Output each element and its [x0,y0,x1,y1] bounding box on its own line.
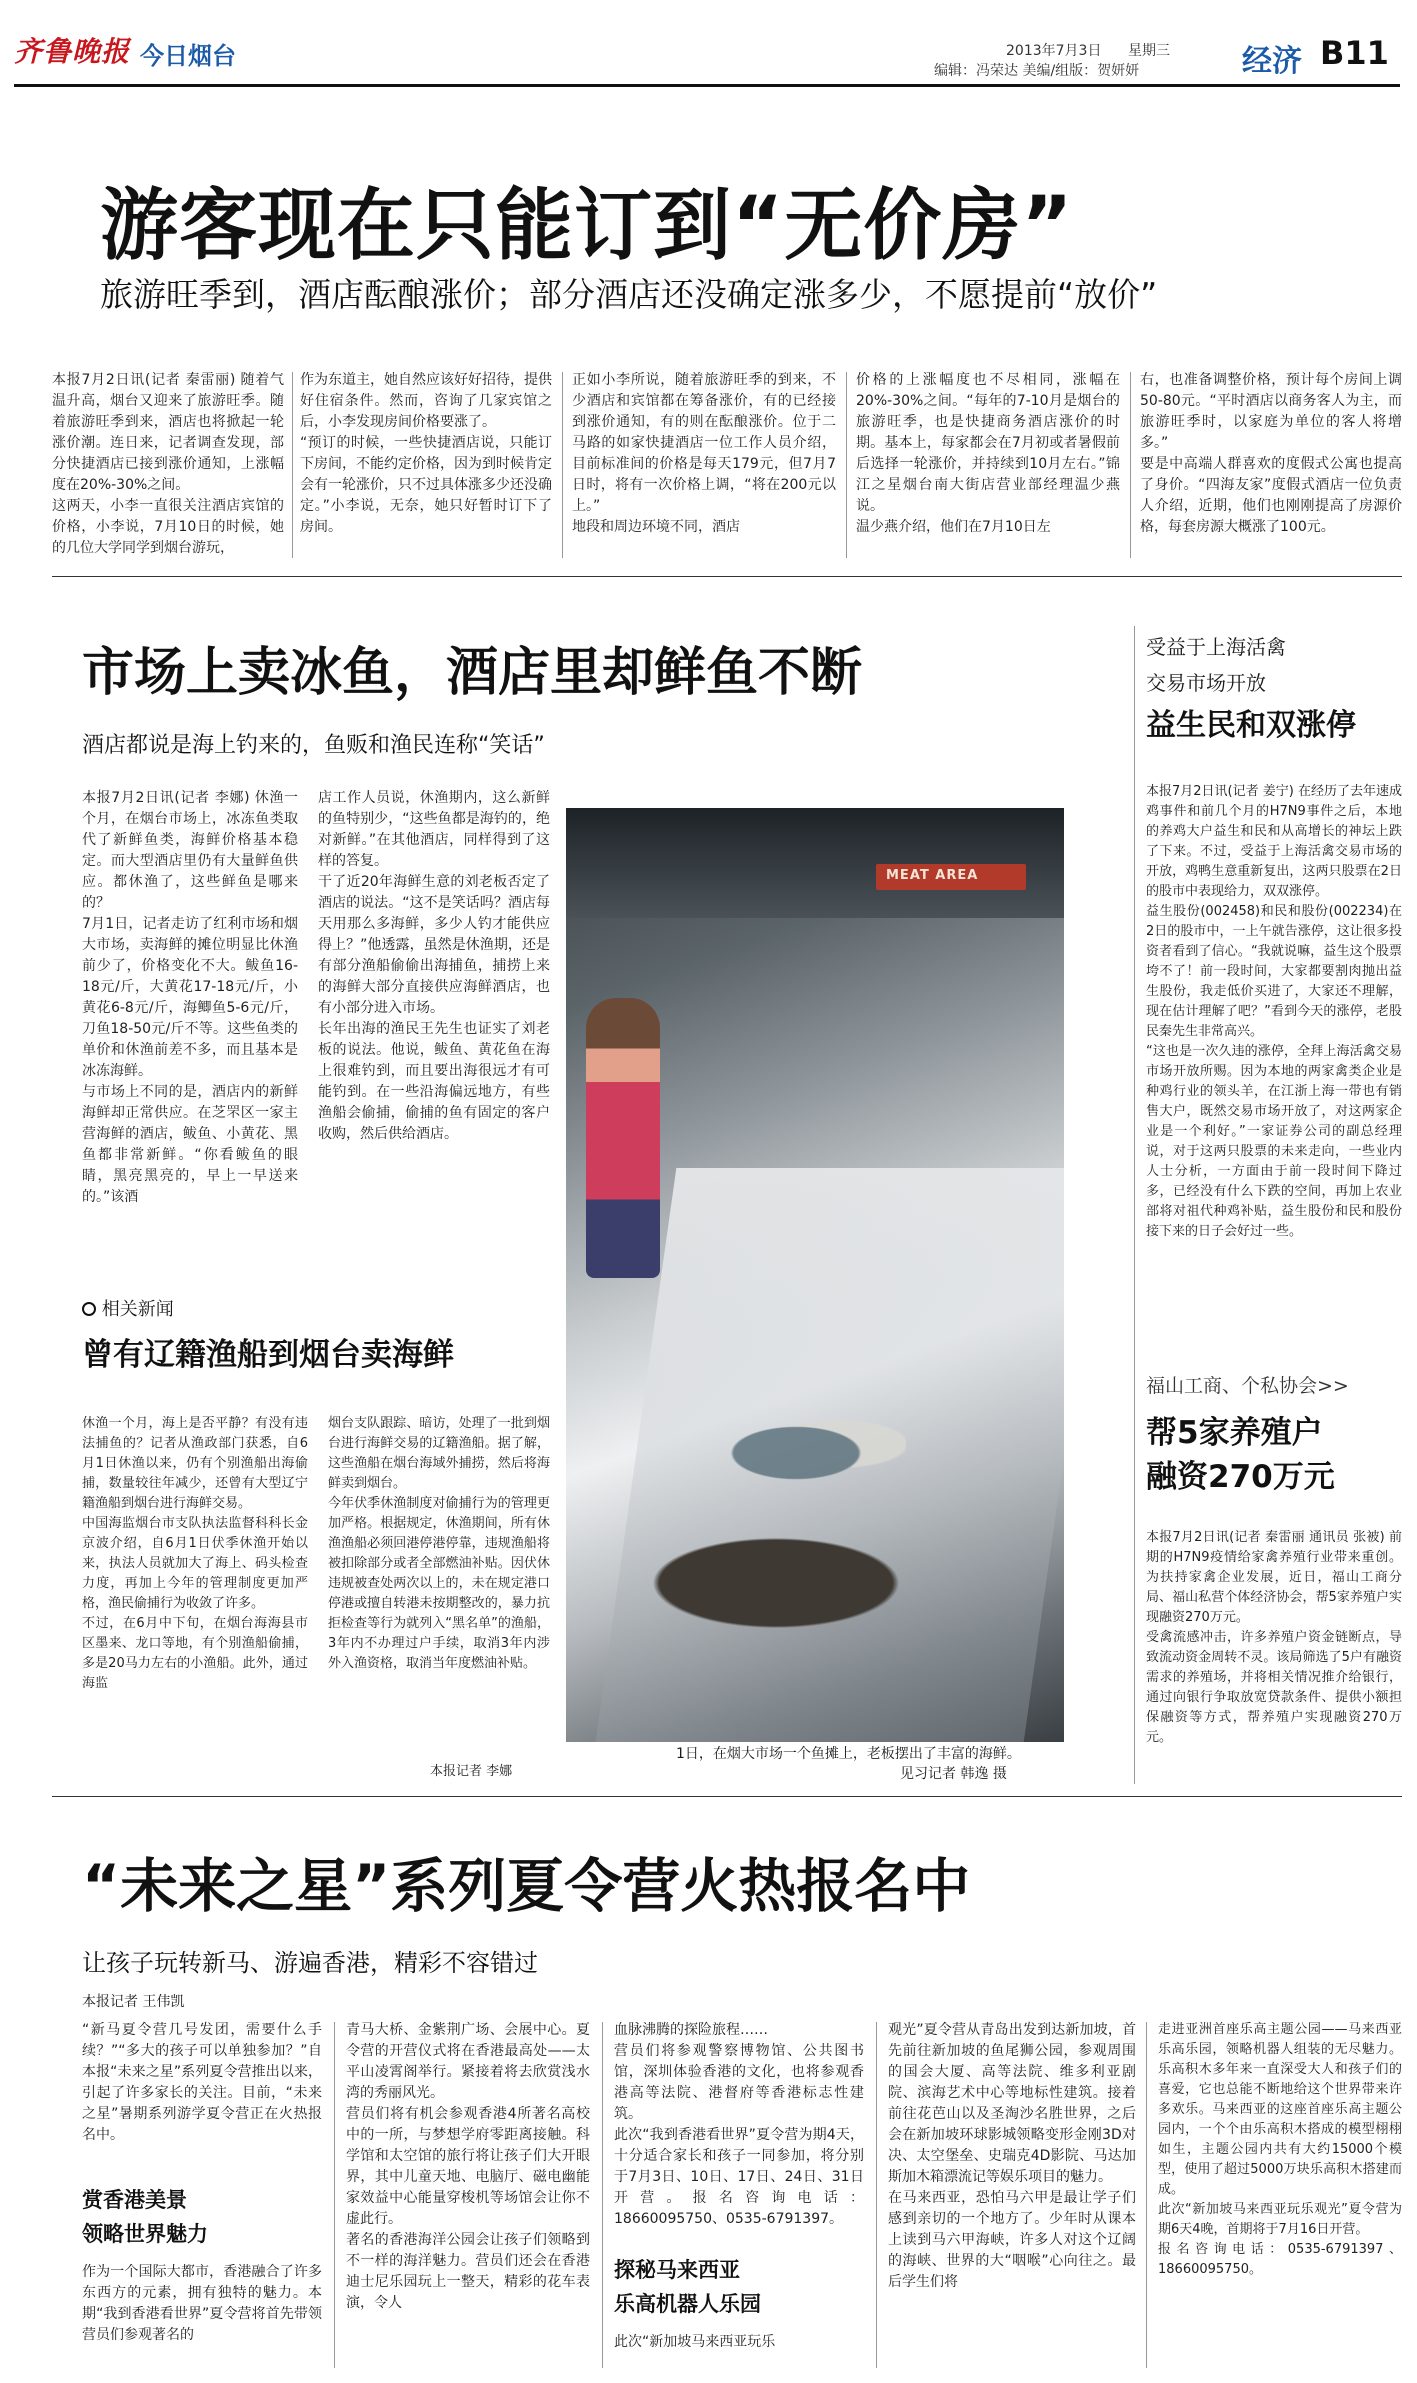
page-number: B11 [1320,34,1389,72]
story3-subhead: 让孩子玩转新马、游遍香港，精彩不容错过 [82,1949,538,1977]
fish-pile [686,1408,906,1498]
column-divider [1130,372,1131,558]
story3-subheading: 领略世界魅力 [82,2222,208,2246]
flatfish [626,1528,926,1638]
column-divider [602,2022,603,2368]
sidebar-kicker: 交易市场开放 [1146,671,1266,695]
story1-column: 右，也准备调整价格，预计每个房间上调50-80元。“平时酒店以商务客人为主，而旅游旺季时，以家庭为单位的客人将增多。” 要是中高端人群喜欢的度假式公寓也提高了身价。“四海友家”度假式酒店一位负责人介绍，近期，他们也刚刚提高了房源价格，每套房源大概涨了100元。 [1140,372,1402,535]
photo-caption: 1日，在烟大市场一个鱼摊上，老板摆出了丰富的海鲜。 [676,1746,1021,1762]
related-headline: 曾有辽籍渔船到烟台卖海鲜 [82,1337,454,1373]
related-news-label-text: 相关新闻 [101,1299,174,1320]
story2-subhead: 酒店都说是海上钓来的，鱼贩和渔民连称“笑话” [82,733,545,758]
related-news-icon [82,1302,96,1316]
story2-column: 本报7月2日讯(记者 李娜) 休渔一个月，在烟台市场上，冰冻鱼类取代了新鲜鱼类，海鲜价格基本稳定。而大型酒店里仍有大量鲜鱼供应。都休渔了，这些鲜鱼是哪来的？ 7月1日，记者走访了红利市场和烟大市场，卖海鲜的摊位明显比休渔前少了，价格变化不大。鲅鱼16-18元/斤，大黄花17-18元/斤，小黄花6-8元/斤，海鲫鱼5-6元/斤，刀鱼18-50元/斤不等。这些鱼类的单价和休渔前差不多，而且基本是冰冻海鲜。 与市场上不同的是，酒店内的新鲜海鲜却正常供应。在芝罘区一家主营海鲜的酒店，鲅鱼、小黄花、黑鱼都非常新鲜。“你看鲅鱼的眼睛，黑亮黑亮的，早上一早送来的。”该酒 [82,790,298,1205]
column-divider [846,372,847,558]
story2-headline: 市场上卖冰鱼，酒店里却鲜鱼不断 [82,643,863,703]
story3-column: 此次“新加坡马来西亚玩乐 [614,2334,776,2350]
masthead-rule [14,84,1400,87]
section-tag: 今日烟台 [140,42,236,70]
sidebar-body2: 本报7月2日讯(记者 秦雷丽 通讯员 张被) 前期的H7N9疫情给家禽养殖行业带来重创。为扶持家禽企业发展，近日，福山工商分局、福山私营个体经济协会，帮5家养殖户实现融资270万元。 受禽流感冲击，许多养殖户资金链断点，导致流动资金周转不灵。该局筛选了5户有融资需求的养殖场，并将相关情况推介给银行，通过向银行争取放宽贷款条件、提供小额担保融资等方式，帮养殖户实现融资270万元。 [1146,1530,1402,1745]
story3-subheading: 探秘马来西亚 [614,2258,740,2282]
story1-subhead: 旅游旺季到，酒店酝酿涨价；部分酒店还没确定涨多少，不愿提前“放价” [100,275,1158,314]
related-column: 休渔一个月，海上是否平静？有没有违法捕鱼的？记者从渔政部门获悉，自6月1日休渔以来，仍有个别渔船出海偷捕，数量较往年减少，还曾有大型辽宁籍渔船到烟台进行海鲜交易。 中国海监烟台市支队执法监督科科长金京波介绍，自6月1日伏季休渔开始以来，执法人员就加大了海上、码头检查力度，再加上今年的管理制度更加严格，渔民偷捕行为收敛了许多。 不过，在6月中下旬，在烟台海海县市区墨来、龙口等地，有个别渔船偷捕，多是20马力左右的小渔船。此外，通过海监 [82,1416,308,1691]
story3-column: 青马大桥、金紫荆广场、会展中心。夏令营的开营仪式将在香港最高处——太平山凌霄阁举行。紧接着将去欣赏浅水湾的秀丽风光。 营员们将有机会参观香港4所著名高校中的一所，与梦想学府零距离接触。科学馆和太空馆的旅行将让孩子们大开眼界，其中儿童天地、电脑厅、磁电幽能家效益中心能量穿梭机等场馆会让你不虚此行。 著名的香港海洋公园会让孩子们领略到不一样的海洋魅力。营员们还会在香港迪士尼乐园玩上一整天，精彩的花车表演，令人 [346,2022,590,2311]
sidebar-headline2: 帮5家养殖户 [1146,1415,1323,1451]
story3-column: 血脉沸腾的探险旅程…… 营员们将参观警察博物馆、公共图书馆，深圳体验香港的文化，也将参观香港高等法院、港督府等香港标志性建筑。 此次“我到香港看世界”夏令营为期4天，十分适合家长和孩子一同参加，将分别于7月3日、10日、17日、24日、31日开营。报名咨询电话：18660095750、0535-6791397。 [614,2022,864,2227]
story3-byline: 本报记者 王伟凯 [82,1994,185,2010]
story2-column: 店工作人员说，休渔期内，这么新鲜的鱼特别少，“这些鱼都是海钓的，绝对新鲜。”在其他酒店，同样得到了这样的答复。 干了近20年海鲜生意的刘老板否定了酒店的说法。“这不是笑话吗？酒店每天用那么多海鲜，多少人钓才能供应得上？”他透露，虽然是休渔期，还是有部分渔船偷偷出海捕鱼，捕捞上来的海鲜大部分直接供应海鲜酒店，也有小部分进入市场。 长年出海的渔民王先生也证实了刘老板的说法。他说，鲅鱼、黄花鱼在海上很难钓到，而且要出海很远才有可能钓到。在一些沿海偏远地方，有些渔船会偷捕，偷捕的鱼有固定的客户收购，然后供给酒店。 [318,790,550,1142]
sidebar-kicker2: 福山工商、个私协会>> [1146,1375,1349,1397]
story3-column: 走进亚洲首座乐高主题公园——马来西亚乐高乐园，领略机器人组装的无尽魅力。乐高积木多年来一直深受大人和孩子们的喜爱，它也总能不断地给这个世界带来许多欢乐。马来西亚的这座首座乐高主题公园内，一个个由乐高积木搭成的模型栩栩如生，主题公园内共有大约15000个模型，使用了超过5000万块乐高积木搭建而成。 此次“新加坡马来西亚玩乐观光”夏令营为期6天4晚，首期将于7月16日开营。 报名咨询电话：0535-6791397、18660095750。 [1158,2022,1402,2277]
market-sign-text: MEAT AREA [886,868,979,883]
masthead [0,0,1417,88]
related-column: 烟台支队跟踪、暗访，处理了一批到烟台进行海鲜交易的辽籍渔船。据了解，这些渔船在烟台海域外捕捞，然后将海鲜卖到烟台。 今年伏季休渔制度对偷捕行为的管理更加严格。根据规定，休渔期间，所有休渔渔船必须回港停港停靠，违规渔船将被扣除部分或者全部燃油补贴。因伏休违规被查处两次以上的，未在规定港口停港或擅自转港未按期整改的，暴力抗拒检查等行为就列入“黑名单”的渔船，3年内不办理过户手续，取消3年内涉外入渔资格，取消当年度燃油补贴。 [328,1416,550,1671]
editors-credit: 编辑：冯荣达 美编/组版：贺妍妍 [934,63,1140,79]
market-hall-ceiling [566,808,1064,918]
vendor-figure [586,998,660,1278]
sidebar-body: 本报7月2日讯(记者 姜宁) 在经历了去年速成鸡事件和前几个月的H7N9事件之后，本地的养鸡大户益生和民和从高增长的神坛上跌了下来。不过，受益于上海活禽交易市场的开放，鸡鸭生意重新复出，这两只股票在2日的股市中表现给力，双双涨停。 益生股份(002458)和民和股份(002234)在2日的股市中，一上午就告涨停，这让很多投资者看到了信心。“我就说嘛，益生这个股票垮不了！前一段时间，大家都要割肉抛出益生股份，我走低价买进了，大家还不理解，现在估计理解了吧？”看到今天的涨停，老股民秦先生非常高兴。 “这也是一次久违的涨停，全拜上海活禽交易市场开放所赐。因为本地的两家禽类企业是种鸡行业的领头羊，在江浙上海一带也有销售大户，既然交易市场开放了，对这两家企业是一个利好。”一家证券公司的副总经理说，对于这两只股票的未来走向，一些业内人士分析，一方面由于前一段时间下降过多，已经没有什么下跌的空间，再加上农业部将对祖代种鸡补贴，益生股份和民和股份接下来的日子会好过一些。 [1146,784,1402,1239]
column-divider [562,372,563,558]
section-rule [52,1796,1402,1797]
story1-column: 正如小李所说，随着旅游旺季的到来，不少酒店和宾馆都在筹备涨价，有的已经接到涨价通知，有的则在酝酿涨价。位于二马路的如家快捷酒店一位工作人员介绍，目前标准间的价格是每天179元，但7月7日时，将有一次价格上调，“将在200元以上。” 地段和周边环境不同，酒店 [572,372,836,535]
sidebar-kicker: 受益于上海活禽 [1146,635,1286,659]
story1-column: 价格的上涨幅度也不尽相同，涨幅在20%-30%之间。“每年的7-10月是烟台的旅游旺季，也是快捷商务酒店涨价的时期。基本上，每家都会在7月初或者暑假前后选择一轮涨价，并持续到10月左右。”锦江之星烟台南大街店营业部经理温少燕说。 温少燕介绍，他们在7月10日左 [856,372,1120,535]
issue-date: 2013年7月3日 [1006,43,1102,59]
story3-subheading: 赏香港美景 [82,2188,187,2212]
column-divider [292,372,293,558]
section-name: 经济 [1242,44,1302,79]
related-byline: 本报记者 李娜 [430,1764,513,1779]
photo-credit: 见习记者 韩逸 摄 [900,1766,1007,1782]
related-news-label [82,1298,174,1322]
sidebar-divider [1134,626,1135,1784]
story3-headline: “未来之星”系列夏令营火热报名中 [82,1852,971,1920]
story1-column: 本报7月2日讯(记者 秦雷丽) 随着气温升高，烟台又迎来了旅游旺季。随着旅游旺季到来，酒店也将掀起一轮涨价潮。连日来，记者调查发现，部分快捷酒店已接到涨价通知，上涨幅度在20%-30%之间。 这两天，小李一直很关注酒店宾馆的价格，小李说，7月10日的时候，她的几位大学同学到烟台游玩， [52,372,284,556]
story3-subheading: 乐高机器人乐园 [614,2292,761,2316]
story3-column: “新马夏令营几号发团，需要什么手续？”“多大的孩子可以单独参加？”自本报“未来之星”系列夏令营推出以来，引起了许多家长的关注。目前，“未来之星”暑期系列游学夏令营正在火热报名中。 [82,2022,322,2143]
fish-market-photo [566,808,1064,1742]
column-divider [876,2022,877,2368]
paper-logo: 齐鲁晚报 [14,35,131,68]
story3-column: 观光”夏令营从青岛出发到达新加坡，首先前往新加坡的鱼尾狮公园，参观周围的国会大厦、高等法院、维多利亚剧院、滨海艺术中心等地标性建筑。接着前往花芭山以及圣淘沙名胜世界，之后会在新加坡环球影城领略变形金刚3D对决、太空堡垒、史瑞克4D影院、马达加斯加木箱漂流记等娱乐项目的魅力。 在马来西亚，恐怕马六甲是最让学子们感到亲切的一个地方了。少年时从课本上读到马六甲海峡，许多人对这个辽阔的海峡、世界的大“咽喉”心向往之。最后学生们将 [888,2022,1136,2290]
sidebar-headline: 益生民和双涨停 [1146,708,1356,743]
story3-column: 作为一个国际大都市，香港融合了许多东西方的元素，拥有独特的魅力。本期“我到香港看世界”夏令营将首先带领营员们参观著名的 [82,2264,322,2343]
issue-weekday: 星期三 [1128,43,1170,59]
column-divider [334,2022,335,2368]
sidebar-headline2: 融资270万元 [1146,1459,1335,1495]
story1-column: 作为东道主，她自然应该好好招待，提供好住宿条件。然而，咨询了几家宾馆之后，小李发现房间价格要涨了。 “预订的时候，一些快捷酒店说，只能订下房间，不能约定价格，因为到时候肯定会有一轮涨价，只不过具体涨多少还没确定。”小李说，无奈，她只好暂时订下了房间。 [300,372,552,535]
section-rule [52,576,1402,577]
column-divider [1146,2022,1147,2368]
story1-headline: 游客现在只能订到“无价房” [100,181,1074,271]
